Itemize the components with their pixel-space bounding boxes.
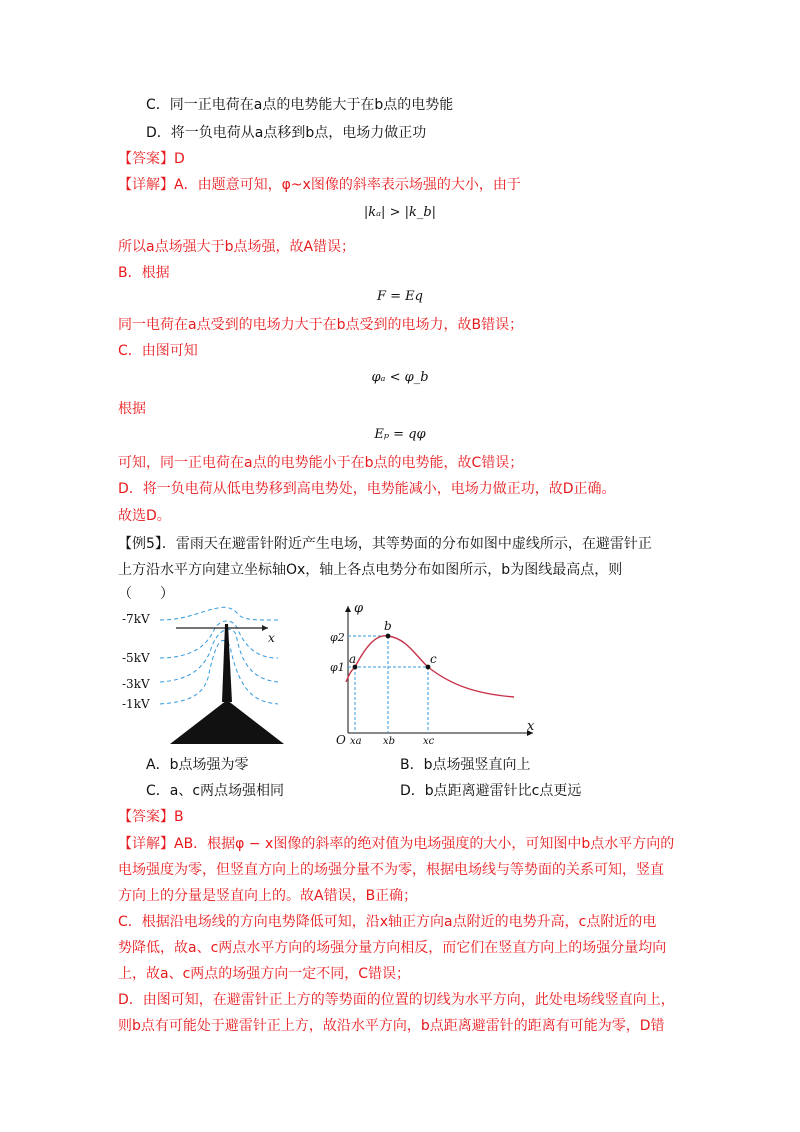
y-label: φ [354,601,364,616]
conclusion-a: 所以a点场强大于b点场强，故A错误； [118,239,356,255]
b-basis: B．根据 [118,265,170,281]
option-d: D．b点距离避雷针比c点更远 [400,783,582,799]
example-5-line-2: 上方沿水平方向建立坐标轴Ox，轴上各点电势分布如图所示，b为图线最高点，则 [118,562,623,578]
detail-2-line-2: 电场强度为零，但竖直方向上的场强分量不为零，根据电场线与等势面的关系可知，竖直 [118,862,664,878]
xc-label: xc [423,736,435,747]
detail-2-line-8: 则b点有可能处于避雷针正上方，故沿水平方向，b点距离避雷针的距离有可能为零，D错 [118,1018,665,1034]
option-a: A．b点场强为零 [146,757,249,773]
point-c-label: c [430,652,437,666]
lightning-rod-figure [118,600,288,748]
c-from-figure: C．由图可知 [118,343,198,359]
x-label: x [527,719,535,734]
rod-base [170,700,284,744]
xa-label: xa [350,736,362,747]
origin-label: O [336,733,346,747]
xb-label: xb [383,736,396,747]
x-axis-label-left: x [268,631,275,645]
equation-2: F = Eq [377,289,423,304]
equipotential-7kv [160,607,278,620]
label-7kv: -7kV [122,612,150,626]
detail-2-line-1: 【详解】AB．根据φ − x图像的斜率的绝对值为电场强度的大小，可知图中b点水平方向的 [118,836,675,852]
point-b-label: b [384,619,392,633]
detail-1: 【详解】A．由题意可知，φ~x图像的斜率表示场强的大小，由于 [118,177,521,193]
conclusion-b: 同一电荷在a点受到的电场力大于在b点受到的电场力，故B错误； [118,317,524,333]
conclusion-d: D．将一负电荷从低电势移到高电势处，电势能减小，电场力做正功，故D正确。 [118,481,616,497]
point-a-label: a [349,652,357,666]
graph-y-arrow [345,606,351,612]
basis: 根据 [118,401,146,417]
phi1-label: φ1 [330,661,345,674]
option-c-text: C．同一正电荷在a点的电势能大于在b点的电势能 [146,97,454,113]
answer-1: 【答案】D [118,151,185,167]
equation-1: |kₐ| > |k_b| [363,205,437,220]
equipotential-5kv [160,621,278,658]
detail-2-line-3: 方向上的分量是竖直向上的。故A错误，B正确； [118,888,418,904]
label-5kv: -5kV [122,651,150,665]
point-b [386,634,391,639]
detail-2-line-5: 势降低，故a、c两点水平方向的场强分量方向相反，而它们在竖直方向上的场强分量均向 [118,940,667,956]
lightning-rod [222,624,232,702]
phi-x-graph [328,598,540,748]
example-5-line-1: 【例5】．雷雨天在避雷针附近产生电场，其等势面的分布如图中虚线所示，在避雷针正 [118,536,652,552]
option-d-text: D．将一负电荷从a点移到b点，电场力做正功 [146,125,427,141]
answer-2: 【答案】B [118,809,184,825]
equation-3: φₐ < φ_b [371,370,429,385]
conclusion-c: 可知，同一正电荷在a点的电势能小于在b点的电势能，故C错误； [118,455,524,471]
label-1kv: -1kV [122,697,150,711]
equation-4: Eₚ = qφ [374,427,426,442]
option-c: C．a、c两点场强相同 [146,783,285,799]
label-3kv: -3kV [122,677,150,691]
phi2-label: φ2 [330,631,345,644]
choose-d: 故选D。 [118,508,171,524]
equipotential-3kv [160,629,278,682]
detail-2-line-7: D．由图可知，在避雷针正上方的等势面的位置的切线为水平方向，此处电场线竖直向上， [118,992,675,1008]
example-5-line-3: （ ） [118,586,174,602]
detail-2-line-6: 上，故a、c两点的场强方向一定不同，C错误； [118,966,411,982]
detail-2-line-4: C．根据沿电场线的方向电势降低可知，沿x轴正方向a点附近的电势升高，c点附近的电 [118,914,657,930]
option-b: B．b点场强竖直向上 [400,757,531,773]
equipotential-1kv [160,640,278,704]
